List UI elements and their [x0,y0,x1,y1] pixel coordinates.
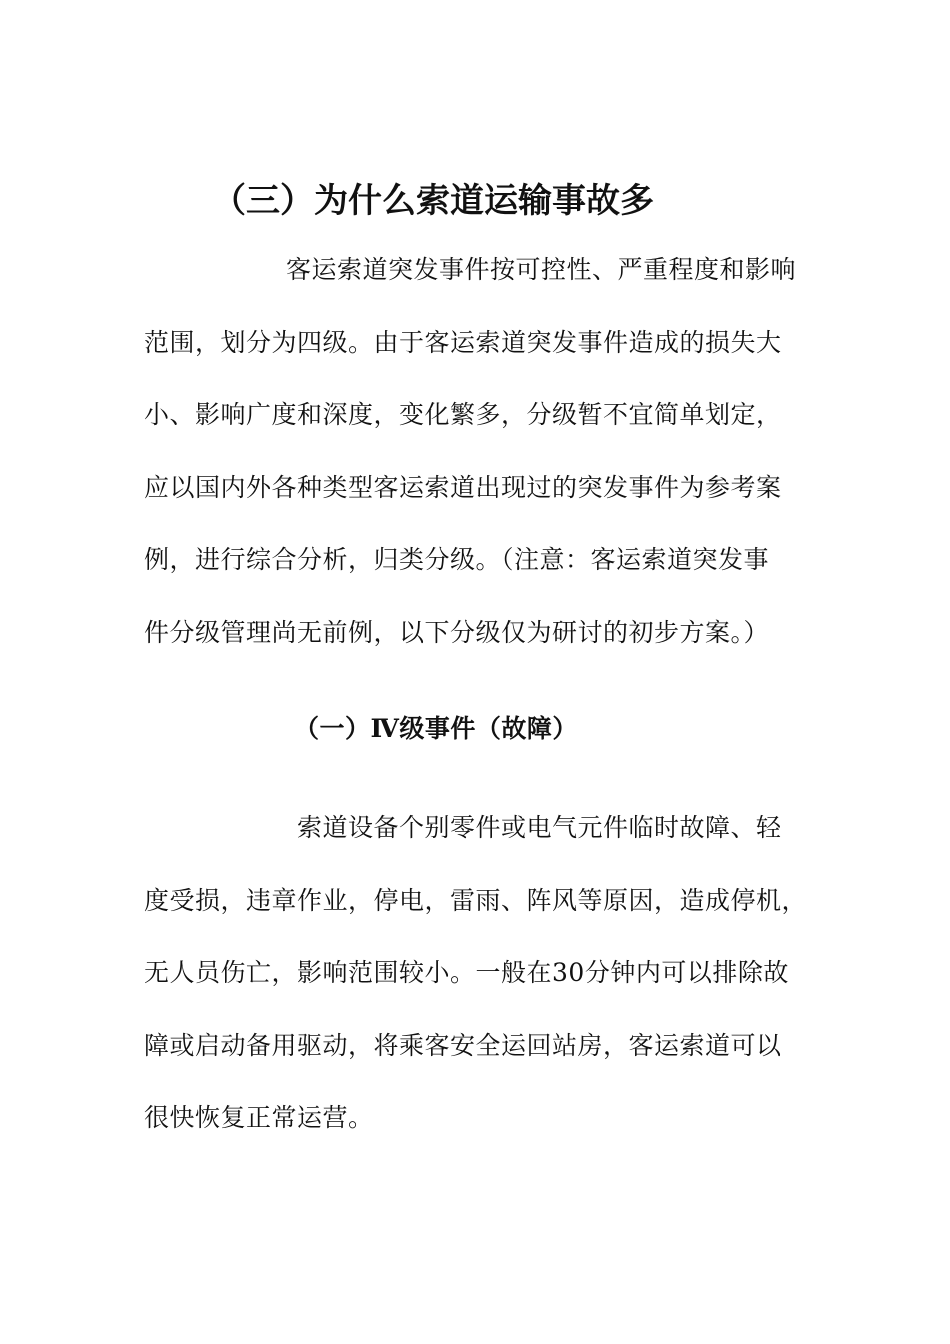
paragraph-line: 索道设备个别零件或电气元件临时故障、轻 [297,813,782,842]
paragraph-line: 客运索道突发事件按可控性、严重程度和影响 [286,255,797,284]
paragraph-grading-overview [144,234,800,670]
paragraph-line: 小、影响广度和深度，变化繁多，分级暂不宜简单划定， [144,400,782,430]
paragraph-line: 无人员伤亡，影响范围较小。一般在30分钟内可以排除故 [144,958,789,988]
paragraph-level-iv-description [144,792,808,1155]
paragraph-line: 应以国内外各种类型客运索道出现过的突发事件为参考案 [144,472,782,502]
paragraph-line: 例，进行综合分析，归类分级。（注意：客运索道突发事 [144,545,770,575]
paragraph-line: 度受损，违章作业，停电，雷雨、阵风等原因，造成停机， [144,885,808,915]
paragraph-line: 件分级管理尚无前例，以下分级仅为研讨的初步方案。） [144,617,770,647]
paragraph-line: 很快恢复正常运营。 [144,1103,374,1133]
subheading-level-iv: （一）Ⅳ级事件（故障） [294,714,578,743]
paragraph-line: 范围，划分为四级。由于客运索道突发事件造成的损失大 [144,327,782,357]
section-title: （三）为什么索道运输事故多 [212,181,654,221]
paragraph-line: 障或启动备用驱动，将乘客安全运回站房，客运索道可以 [144,1030,782,1060]
